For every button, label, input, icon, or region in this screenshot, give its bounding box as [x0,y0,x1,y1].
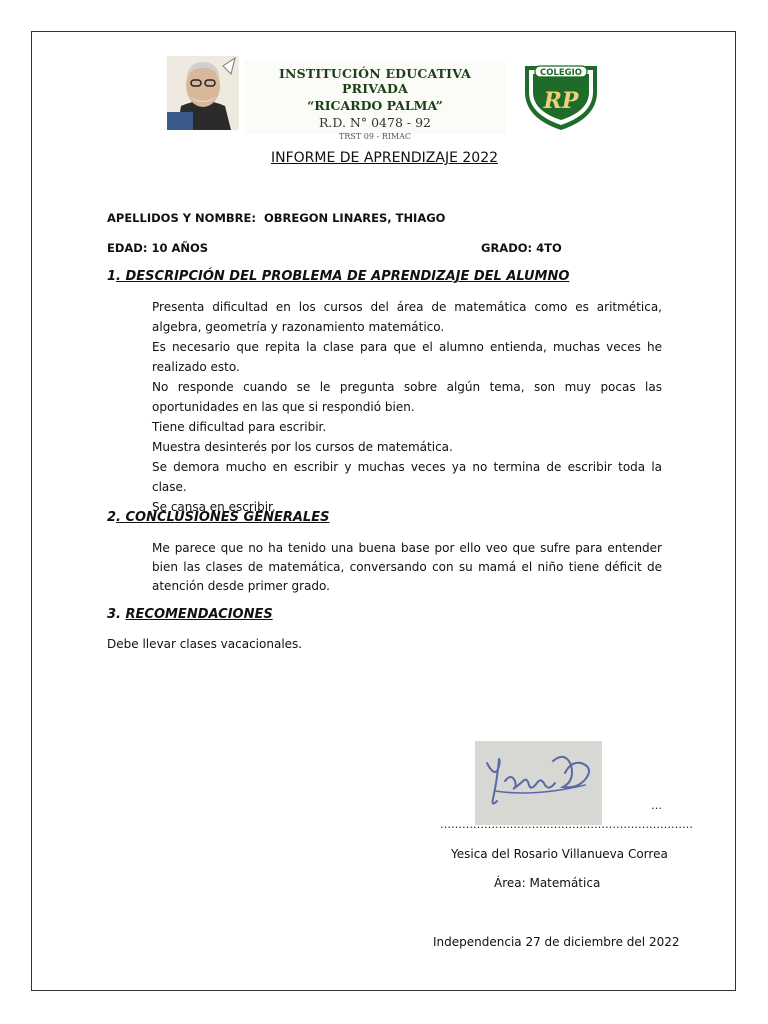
signature-line: …………………………………………………………… [440,818,693,831]
institution-banner [244,60,506,141]
school-crest-logo [519,62,603,132]
section-2-paragraph: Me parece que no ha tenido una buena base por ello veo que sufre para entender bien las clases de matemática, conversando con su mamá el niño tiene déficit de atención desde primer grado. [152,541,662,593]
document-page [31,31,736,991]
section-1-body [152,297,662,517]
institution-name: INSTITUCIÓN EDUCATIVA PRIVADA [278,66,472,96]
place-and-date: Independencia 27 de diciembre del 2022 [433,935,680,949]
student-name-row [107,211,445,225]
section-3-body: Debe llevar clases vacacionales. [107,637,303,651]
section-1-paragraph: Tiene dificultad para escribir. [152,420,327,434]
section-2-title: . CONCLUSIONES GENERALES [116,510,330,525]
section-3-number: 3. [107,607,121,622]
section-1-number: 1 [107,269,117,284]
section-2-heading [107,510,329,525]
section-1-heading [107,269,569,284]
section-1-paragraph: No responde cuando se le pregunta sobre algún tema, son muy pocas las oportunidades en las que si respondió bien. [152,380,662,414]
name-label: APELLIDOS Y NOMBRE: [107,211,256,225]
crest-word: COLEGIO [539,68,583,78]
section-2-number: 2 [107,510,117,525]
institution-school-name: “RICARDO PALMA” [307,98,443,113]
section-1-paragraph: Se cansa en escribir. [152,500,276,514]
portrait-illustration [167,56,239,130]
student-grade-row [481,241,562,255]
crest-shield-icon [519,62,603,132]
grade-value: 4TO [536,241,562,255]
report-title: INFORME DE APRENDIZAJE 2022 [270,150,499,166]
section-3-title: RECOMENDACIONES [125,607,273,622]
crest-letters: RP [543,88,579,114]
age-value: 10 AÑOS [151,241,209,255]
grade-label: GRADO: [481,241,533,255]
student-age-row [107,241,208,255]
section-1-paragraph: Es necesario que repita la clase para que el alumno entienda, muchas veces he realizado esto. [152,340,662,374]
section-2-body [152,539,662,596]
handwritten-signature-icon [475,741,602,825]
signature-image [475,741,602,825]
age-label: EDAD: [107,241,148,255]
section-1-title: . DESCRIPCIÓN DEL PROBLEMA DE APRENDIZAJE DEL ALUMNO [116,269,570,284]
signer-name: Yesica del Rosario Villanueva Correa [451,847,668,861]
signature-ellipsis: … [651,799,662,812]
section-1-paragraph: Se demora mucho en escribir y muchas veces ya no termina de escribir toda la clase. [152,460,662,494]
name-value: OBREGON LINARES, THIAGO [264,211,446,225]
section-1-paragraph: Muestra desinterés por los cursos de matemática. [152,440,453,454]
institution-resolution: R.D. N° 0478 - 92 [319,115,431,130]
founder-portrait-image [167,56,239,130]
institution-subtext: TRST 09 - RIMAC [339,132,411,141]
section-1-paragraph: Presenta dificultad en los cursos del área de matemática como es aritmética, algebra, geometría y razonamiento matemático. [152,300,662,334]
section-3-heading [107,607,273,622]
signer-area: Área: Matemática [494,876,601,890]
